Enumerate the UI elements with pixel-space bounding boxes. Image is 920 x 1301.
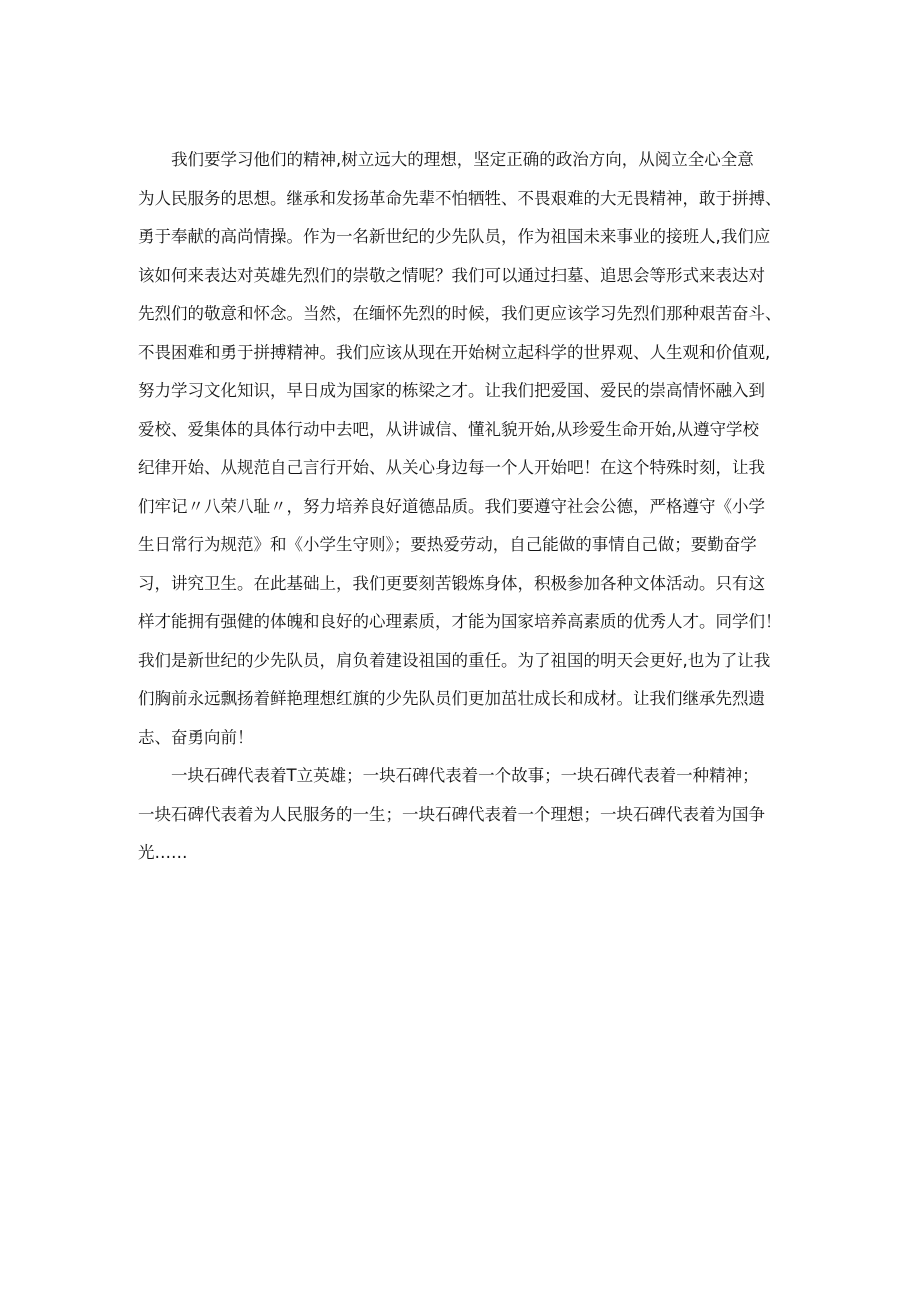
text-line: 该如何来表达对英雄先烈们的崇敬之情呢？我们可以通过扫墓、追思会等形式来表达对 [138, 265, 765, 285]
paragraph-revolutionary-spirit [138, 141, 790, 757]
text-line: 为人民服务的思想。继承和发扬革命先辈不怕牺牲、不畏艰难的大无畏精神，敢于拼搏、 [138, 188, 782, 208]
text-line: 一块石碑代表着T立英雄；一块石碑代表着一个故事；一块石碑代表着一种精神； [138, 766, 759, 785]
text-line: 不畏困难和勇于拼搏精神。我们应该从现在开始树立起科学的世界观、人生观和价值观, [138, 342, 771, 362]
text-line: 爱校、爱集体的具体行动中去吧，从讲诚信、懂礼貌开始,从珍爱生命开始,从遵守学校 [138, 419, 759, 439]
text-line: 先烈们的敬意和怀念。当然，在缅怀先烈的时候，我们更应该学习先烈们那种艰苦奋斗、 [138, 304, 782, 323]
text-line: 我们是新世纪的少先队员，肩负着建设祖国的重任。为了祖国的明天会更好,也为了让我 [138, 650, 771, 670]
text-line: 样才能拥有强健的体魄和良好的心理素质，才能为国家培养高素质的优秀人才。同学们！ [138, 612, 782, 631]
text-line: 们胸前永远飘扬着鲜艳理想红旗的少先队员们更加茁壮成长和成材。让我们继承先烈遗 [138, 689, 765, 708]
text-line: 勇于奉献的高尚情操。作为一名新世纪的少先队员，作为祖国未来事业的接班人,我们应 [138, 227, 771, 246]
text-line: 努力学习文化知识，早日成为国家的栋梁之才。让我们把爱国、爱民的崇高情怀融入到 [138, 381, 765, 400]
text-line: 习，讲究卫生。在此基础上，我们更要刻苦锻炼身体，积极参加各种文体活动。只有这 [138, 573, 765, 593]
text-line: 生日常行为规范》和《小学生守则》；要热爱劳动，自己能做的事情自己做；要勤奋学 [138, 535, 757, 554]
text-line: 光…… [138, 843, 188, 862]
document-body [138, 141, 790, 873]
paragraph-stone-tablets [138, 757, 790, 873]
text-line: 我们要学习他们的精神,树立远大的理想，坚定正确的政治方向，从阅立全心全意 [138, 150, 754, 169]
text-line: 志、奋勇向前！ [138, 727, 254, 747]
text-line: 纪律开始、从规范自己言行开始、从关心身边每一个人开始吧！在这个特殊时刻，让我 [138, 458, 765, 477]
text-line: 一块石碑代表着为人民服务的一生；一块石碑代表着一个理想；一块石碑代表着为国争 [138, 804, 765, 824]
text-line: 们牢记〃八荣八耻〃，努力培养良好道德品质。我们要遵守社会公德，严格遵守《小学 [138, 496, 765, 516]
